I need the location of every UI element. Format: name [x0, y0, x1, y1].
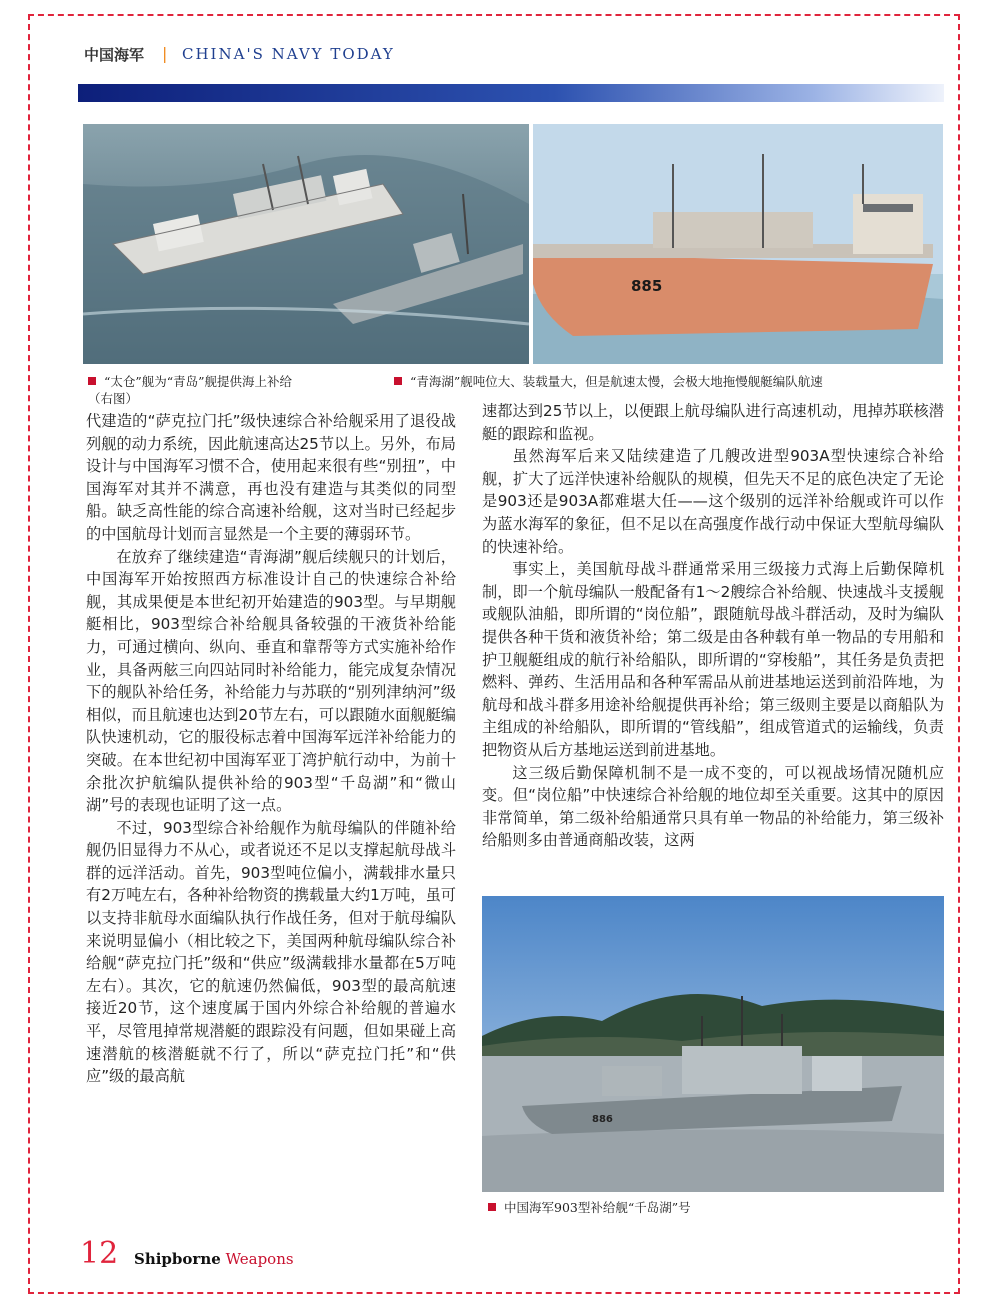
paragraph: 事实上，美国航母战斗群通常采用三级接力式海上后勤保障机制，即一个航母编队一般配备有1～2艘综合补给舰、快速战斗支援舰或舰队油船，即所谓的“岗位船”，跟随航母战斗群活动，及时为编队提供各种干货和液货补给；第二级是由各种载有单一物品的专用船和护卫舰艇组成的航行补给船队，即所谓的“穿梭船”，其任务是负责把燃料、弹药、生活用品和各种军需品从前进基地运送到前沿阵地，为航母和战斗群多用途补给舰提供再补给；第三级则主要是以商船队为主组成的补给船队，即所谓的“管线船”，组成管道式的运输线，负责把物资从后方基地运送到前进基地。 — [482, 560, 944, 759]
header-divider: | — [162, 44, 168, 63]
publication-name: Shipborne Weapons — [134, 1250, 294, 1268]
photo-replenishment-at-sea — [83, 124, 529, 364]
paragraph: 在放弃了继续建造“青海湖”舰后续舰只的计划后，中国海军开始按照西方标准设计自己的快速综合补给舰，其成果便是本世纪初开始建造的903型。与早期舰艇相比，903型综合补给舰具备较强的干液货补给能力，可通过横向、纵向、垂直和靠帮等方式实施补给作业，具备两舷三向四站同时补给能力，能完成复杂情况下的舰队补给任务，补给能力与苏联的“别列津纳河”级相似，而且航速也达到20节左右，可以跟随水面舰艇编队快速机动，它的服役标志着中国海军远洋补给能力的突破。在本世纪初中国海军亚丁湾护航行动中，为前十余批次护航编队提供补给的903型“千岛湖”和“微山湖”号的表现也证明了这一点。 — [86, 547, 456, 815]
photo-qiandaohu — [482, 896, 944, 1192]
caption-marker — [394, 377, 402, 385]
caption-top-left: “太仓”舰为“青岛”舰提供海上补给 — [88, 372, 292, 390]
left-column — [86, 410, 456, 1220]
section-title-en: CHINA'S NAVY TODAY — [182, 45, 395, 63]
hull-number-885: 885 — [631, 277, 663, 295]
section-title-cn: 中国海军 — [84, 46, 145, 64]
paragraph: 虽然海军后来又陆续建造了几艘改进型903A型快速综合补给舰，扩大了远洋快速补给舰队的规模，但先天不足的底色决定了无论是903还是903A都难堪大任——这个级别的远洋补给舰或许可以作为蓝水海军的象征，但不足以在高强度作战行动中保证大型航母编队的快速补给。 — [482, 447, 944, 556]
caption-top-right: “青海湖”舰吨位大、装载量大，但是航速太慢，会极大地拖慢舰艇编队航速 — [394, 372, 823, 390]
paragraph: 这三级后勤保障机制不是一成不变的，可以视战场情况随机应变。但“岗位船”中快速综合补给舰的地位却至关重要。这其中的原因非常简单，第二级补给船通常只具有单一物品的补给能力，第三级补给船则多由普通商船改装，这两 — [482, 763, 944, 850]
paragraph: 不过，903型综合补给舰作为航母编队的伴随补给舰仍旧显得力不从心，或者说还不足以支撑起航母战斗群的远洋活动。首先，903型吨位偏小，满载排水量只有2万吨左右，各种补给物资的携载量大约1万吨，虽可以支持非航母水面编队执行作战任务，但对于航母编队来说明显偏小（相比较之下，美国两种航母编队综合补给舰“萨克拉门托”级和“供应”级满载排水量都在5万吨左右）。其次，它的航速仍然偏低，903型的最高航速接近20节，这个速度属于国内外综合补给舰的普遍水平，尽管甩掉常规潜艇的跟踪没有问题，但如果碰上高速潜航的核潜艇就不行了，所以“萨克拉门托”和“供应”级的最高航 — [86, 818, 456, 1086]
paragraph: 代建造的“萨克拉门托”级快速综合补给舰采用了退役战列舰的动力系统，因此航速高达25节以上。另外，布局设计与中国海军习惯不合，使用起来很有些“别扭”，中国海军对其并不满意，再也没有建造与其类似的同型船。缺乏高性能的综合高速补给舰，这对当时已经起步的中国航母计划而言显然是一个主要的薄弱环节。 — [86, 412, 456, 543]
right-column — [482, 400, 944, 894]
paragraph: 速都达到25节以上，以便跟上航母编队进行高速机动，甩掉苏联核潜艇的跟踪和监视。 — [482, 402, 944, 443]
caption-marker — [488, 1203, 496, 1211]
caption-top-right-suffix: （右图） — [88, 391, 139, 406]
caption-marker — [88, 377, 96, 385]
hull-number-886: 886 — [592, 1114, 613, 1125]
page-number: 12 — [80, 1236, 119, 1271]
header-color-bar — [78, 84, 944, 102]
caption-bottom: 中国海军903型补给舰“千岛湖”号 — [488, 1198, 691, 1216]
photo-qinghaihu — [533, 124, 943, 364]
